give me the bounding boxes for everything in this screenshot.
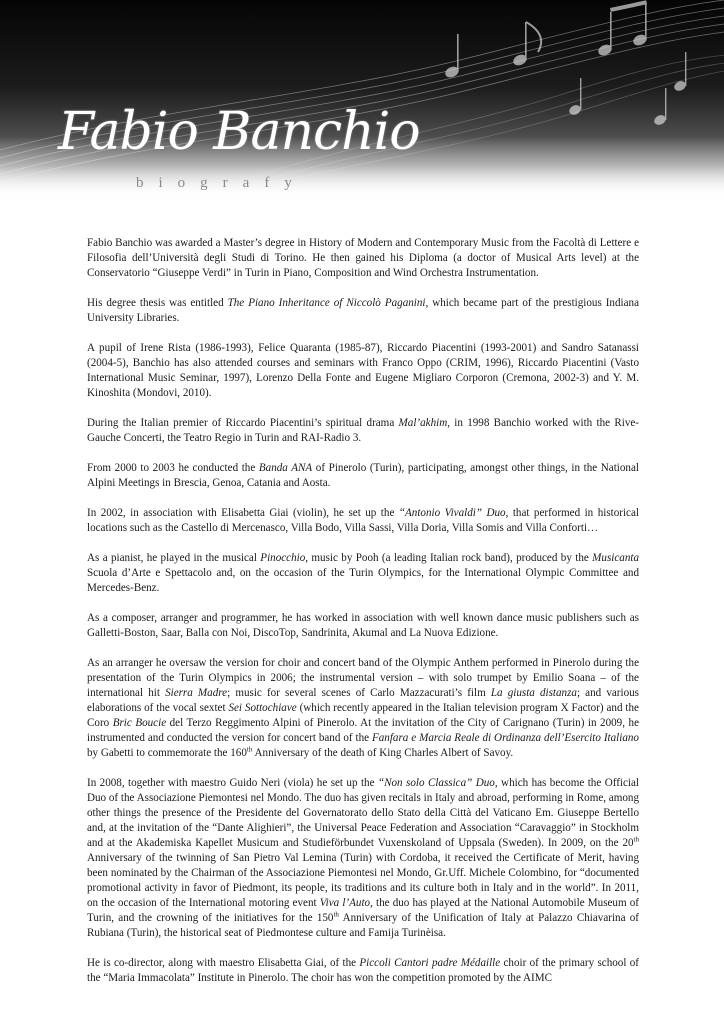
text-run: by Gabetti to commemorate the 160 xyxy=(87,747,247,759)
superscript: th xyxy=(246,745,253,754)
text-run: As a composer, arranger and programmer, he has worked in association with well known dance music publishers such as Galletti-Boston, Saar, Balla con Noi, DiscoTop, Sandrinita, Akumal and La Nuova Edizione. xyxy=(87,612,639,639)
paragraph xyxy=(87,611,639,641)
text-run: In 2002, in association with Elisabetta Giai (violin), he set up the xyxy=(87,507,399,519)
music-staff-background xyxy=(0,0,724,195)
text-run: In 2008, together with maestro Guido Neri (viola) he set up the xyxy=(87,777,378,789)
text-run: del Terzo Reggimento Alpini of Pinerolo. At the invitation of the City of Carignano (Turin) in 2009, he instrumented and conducted the version for concert band of the xyxy=(87,717,639,744)
italic-text: Viva l’Auto xyxy=(319,897,371,909)
paragraph xyxy=(87,506,639,536)
text-run: Anniversary of the twinning of San Pietro Val Lemina (Turin) with Cordoba, it received the Certificate of Merit, having been nominated by the Chairman of the Associazione Piemontesi nel Mondo, Gr.Uff. Michele Colombino, for “documented promotional activity in favor of Piedmont, its people, its traditions and its culture both in Italy and in the world”. In 2011, on the occasion of the International motoring event xyxy=(87,852,639,909)
text-run: He is co-director, along with maestro Elisabetta Giai, of the xyxy=(87,957,360,969)
italic-text: Piccoli Cantori padre Médaille xyxy=(359,957,501,969)
text-run: Anniversary of the death of King Charles Albert of Savoy. xyxy=(252,747,514,759)
paragraph xyxy=(87,551,639,596)
italic-text: Pinocchio xyxy=(260,552,306,564)
text-run: ; and various elaborations of the vocal sextet xyxy=(87,687,639,714)
biography-text xyxy=(87,236,639,1001)
text-run: , the duo has played at the National Automobile Museum of Turin, and the crowning of the initiatives for the 150 xyxy=(87,897,639,924)
italic-text: La giusta distanza xyxy=(490,687,577,699)
italic-text: Sierra Madre xyxy=(165,687,228,699)
italic-text: Sei Sottochiave xyxy=(228,702,297,714)
italic-text: Bric Boucie xyxy=(112,717,167,729)
italic-text: “Non solo Classica” Duo xyxy=(377,777,495,789)
paragraph xyxy=(87,461,639,491)
paragraph xyxy=(87,341,639,401)
paragraph xyxy=(87,776,639,941)
italic-text: Musicanta xyxy=(592,552,640,564)
italic-text: The Piano Inheritance of Niccolò Paganini xyxy=(227,297,426,309)
text-run: As a pianist, he played in the musical xyxy=(87,552,261,564)
paragraph xyxy=(87,236,639,281)
header-banner xyxy=(0,0,724,195)
page-subtitle: biografy xyxy=(136,175,307,191)
text-run: Scuola d’Arte e Spettacolo and, on the occasion of the Turin Olympics, for the International Olympic Committee and Mercedes-Benz. xyxy=(87,567,639,594)
paragraph xyxy=(87,296,639,326)
text-run: During the Italian premier of Riccardo Piacentini’s spiritual drama xyxy=(87,417,399,429)
italic-text: Banda ANA xyxy=(258,462,313,474)
page-title: Fabio Banchio xyxy=(58,102,420,162)
italic-text: “Antonio Vivaldi” Duo xyxy=(398,507,506,519)
text-run: , in 1998 Banchio worked with the Rive-Gauche Concerti, the Teatro Regio in Turin and RAI-Radio 3. xyxy=(87,417,639,444)
italic-text: Fanfara e Marcia Reale di Ordinanza dell’Esercito Italiano xyxy=(371,732,639,744)
text-run: ; music for several scenes of Carlo Mazzacurati’s film xyxy=(227,687,491,699)
text-run: (which recently appeared in the Italian television program X Factor) and the Coro xyxy=(87,702,639,729)
text-run: From 2000 to 2003 he conducted the xyxy=(87,462,259,474)
italic-text: Mal’akhim xyxy=(398,417,448,429)
paragraph xyxy=(87,956,639,986)
text-run: of Pinerolo (Turin), participating, amongst other things, in the National Alpini Meetings in Brescia, Genoa, Catania and Aosta. xyxy=(87,462,639,489)
superscript: th xyxy=(333,910,339,919)
text-run: , which became part of the prestigious Indiana University Libraries. xyxy=(87,297,639,324)
superscript: th xyxy=(633,835,639,844)
text-run: His degree thesis was entitled xyxy=(87,297,228,309)
paragraph xyxy=(87,416,639,446)
text-run: As an arranger he oversaw the version for choir and concert band of the Olympic Anthem performed in Pinerolo during the presentation of the Turin Olympics in 2006; the instrumental version – with solo trumpet by Emilio Soana – of the international hit xyxy=(87,657,639,699)
text-run: Anniversary of the Unification of Italy at Palazzo Chiavarina of Rubiana (Turin), the historical seat of Piedmontese culture and Famija Turinèisa. xyxy=(87,912,639,939)
text-run: , which has become the Official Duo of the Associazione Piemontesi nel Mondo. The duo has given recitals in Italy and abroad, performing in Rome, among other things the presence of the Presidente del Governatorato dello Stato della Città del Vaticano Em. Giuseppe Bertello and, at the invitation of the “Dante Alighieri”, the Universal Peace Federation and Association “Caravaggio” in Stockholm and at the Akademiska Kapellet Musicum and Studieförbundet Vuxenskoland of Uppsala (Sweden). In 2009, on the 20 xyxy=(87,777,639,849)
text-run: Fabio Banchio was awarded a Master’s degree in History of Modern and Contemporary Music from the Facoltà di Lettere e Filosofia dell’Università degli Studi di Torino. He then gained his Diploma (a doctor of Musical Arts level) at the Conservatorio “Giuseppe Verdi” in Turin in Piano, Composition and Wind Orchestra Instrumentation. xyxy=(87,237,639,279)
text-run: choir of the primary school of the “Maria Immacolata” Institute in Pinerolo. The choir has won the competition promoted by the AIMC xyxy=(87,957,639,984)
text-run: A pupil of Irene Rista (1986-1993), Felice Quaranta (1985-87), Riccardo Piacentini (1993-2001) and Sandro Satanassi (2004-5), Banchio has also attended courses and seminars with Franco Oppo (CRIM, 1996), Riccardo Piacentini (Vasto International Music Seminar, 1997), Lorenzo Della Fonte and Eugene Migliaro Corporon (Cremona, 2002-3) and Y. M. Kinoshita (Mondovi, 2010). xyxy=(87,342,639,399)
paragraph xyxy=(87,656,639,761)
text-run: , music by Pooh (a leading Italian rock band), produced by the xyxy=(305,552,593,564)
text-run: , that performed in historical locations such as the Castello di Mercenasco, Villa Bodo, Villa Sassi, Villa Doria, Villa Somis and Villa Conforti… xyxy=(87,507,639,534)
